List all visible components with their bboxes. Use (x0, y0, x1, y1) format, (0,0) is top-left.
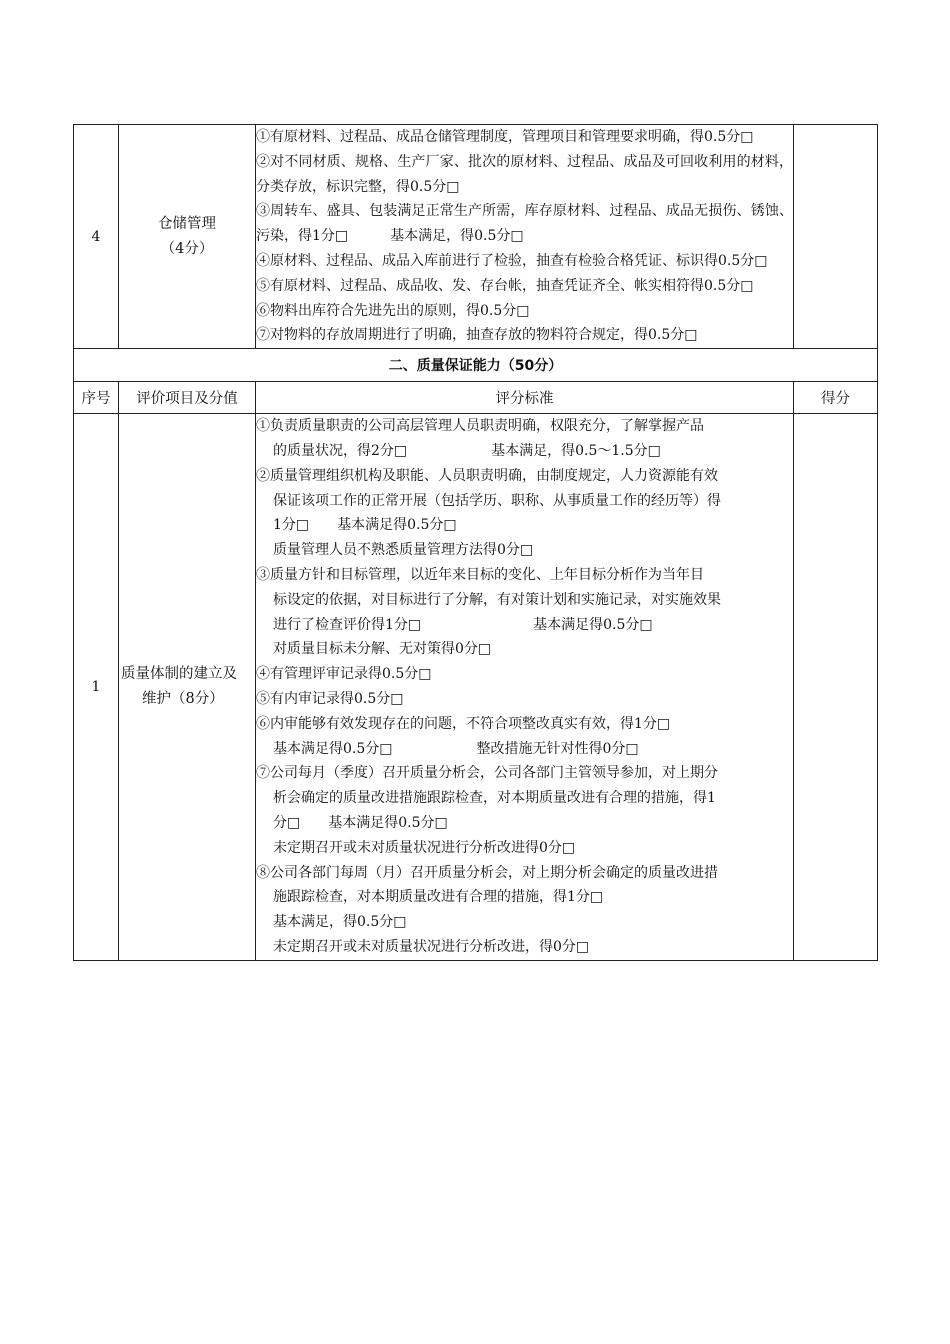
table-row (74, 125, 878, 349)
item-score: （4分） (160, 240, 214, 257)
criterion-text: 对质量目标未分解、无对策得0分□ (273, 641, 492, 658)
item-name: 仓储管理 (158, 215, 216, 232)
criterion-text: ①负责质量职责的公司高层管理人员职责明确，权限充分，了解掌握产品 (256, 418, 704, 435)
criterion-text: ②质量管理组织机构及职能、人员职责明确，由制度规定，人力资源能有效 (256, 467, 718, 484)
criterion-text: 质量管理人员不熟悉质量管理方法得0分□ (273, 542, 534, 559)
criterion-text: ⑥内审能够有效发现存在的问题，不符合项整改真实有效，得1分□ (256, 715, 671, 732)
scoring-criteria (256, 414, 794, 961)
criterion-text: 析会确定的质量改进措施跟踪检查，对本期质量改进有合理的措施，得1 (273, 790, 716, 807)
criterion-text: ③质量方针和目标管理，以近年来目标的变化、上年目标分析作为当年目 (256, 566, 704, 583)
criterion-text: ⑤有原材料、过程品、成品收、发、存台帐，抽查凭证齐全、帐实相符得0.5分□ (256, 277, 754, 294)
criterion-text: ⑧公司各部门每周（月）召开质量分析会，对上期分析会确定的质量改进措 (256, 864, 718, 881)
criterion-text: 分□ 基本满足得0.5分□ (273, 814, 448, 831)
row-number: 4 (74, 125, 119, 349)
header-criteria: 评分标准 (256, 382, 794, 414)
criterion-text: 未定期召开或未对质量状况进行分析改进得0分□ (273, 839, 576, 856)
header-score: 得分 (794, 382, 878, 414)
criterion-text: 未定期召开或未对质量状况进行分析改进，得0分□ (273, 938, 590, 955)
evaluation-table (73, 124, 878, 961)
evaluation-item (119, 414, 256, 961)
item-name: 质量体制的建立及 (121, 665, 237, 682)
criterion-text: 基本满足得0.5分□ 整改措施无针对性得0分□ (273, 740, 639, 757)
score-cell[interactable] (794, 414, 878, 961)
table-row (74, 414, 878, 961)
scoring-criteria (256, 125, 794, 349)
criterion-text: ①有原材料、过程品、成品仓储管理制度，管理项目和管理要求明确，得0.5分□ (256, 129, 754, 145)
criterion-text: 基本满足，得0.5分□ (273, 914, 407, 931)
criterion-text: ④原材料、过程品、成品入库前进行了检验，抽查有检验合格凭证、标识得0.5分□ (256, 252, 768, 269)
criterion-text: ⑤有内审记录得0.5分□ (256, 690, 404, 707)
header-row (74, 382, 878, 414)
criterion-text: 1分□ 基本满足得0.5分□ (273, 517, 457, 534)
criterion-text: ⑦对物料的存放周期进行了明确，抽查存放的物料符合规定，得0.5分□ (256, 327, 698, 344)
criterion-text: ④有管理评审记录得0.5分□ (256, 666, 432, 683)
criterion-text: 进行了检查评价得1分□ 基本满足得0.5分□ (273, 616, 653, 633)
row-number: 1 (74, 414, 119, 961)
item-score: 维护（8分） (142, 690, 224, 707)
criterion-text: ⑥物料出库符合先进先出的原则，得0.5分□ (256, 302, 530, 319)
criterion-text: ②对不同材质、规格、生产厂家、批次的原材料、过程品、成品及可回收利用的材料，分类存放，标识完整，得0.5分□ (256, 153, 793, 195)
criterion-text: ⑦公司每月（季度）召开质量分析会，公司各部门主管领导参加，对上期分 (256, 765, 718, 782)
criterion-text: 施跟踪检查，对本期质量改进有合理的措施，得1分□ (273, 889, 604, 906)
criterion-text: ③周转车、盛具、包装满足正常生产所需，库存原材料、过程品、成品无损伤、锈蚀、污染，得1分□ 基本满足，得0.5分□ (256, 203, 793, 245)
header-item: 评价项目及分值 (119, 382, 256, 414)
header-number: 序号 (74, 382, 119, 414)
evaluation-item (119, 125, 256, 349)
criterion-text: 标设定的依据，对目标进行了分解，有对策计划和实施记录，对实施效果 (273, 591, 721, 608)
criterion-text: 保证该项工作的正常开展（包括学历、职称、从事质量工作的经历等）得 (273, 492, 721, 509)
section-title: 二、质量保证能力（50分） (74, 349, 878, 382)
section-row (74, 349, 878, 382)
criterion-text: 的质量状况，得2分□ 基本满足，得0.5～1.5分□ (273, 442, 661, 459)
score-cell[interactable] (794, 125, 878, 349)
